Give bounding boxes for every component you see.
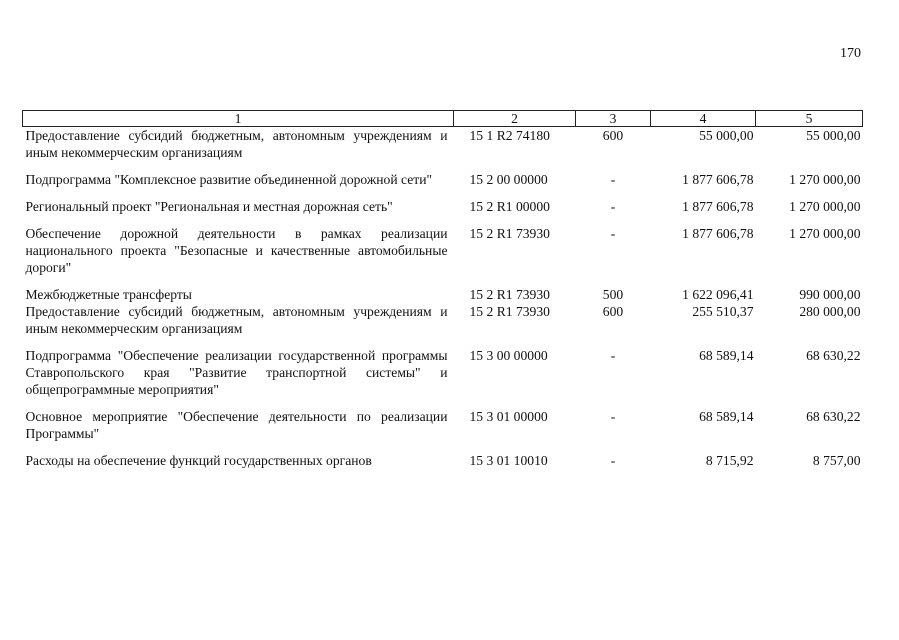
row-code: 15 2 R1 00000 [469,199,550,214]
row-type: - [610,199,616,214]
row-amount-1: 1 877 606,78 [682,226,754,241]
row-name: Региональный проект "Региональная и местная дорожная сеть" [25,199,393,214]
column-header-4: 4 [651,111,756,127]
row-code: 15 1 R2 74180 [469,128,550,143]
table-row [23,303,863,347]
row-type: 600 [602,128,624,143]
row-type: - [610,226,616,241]
row-code: 15 3 00 00000 [469,348,548,363]
table-row [23,408,863,452]
row-amount-2: 68 630,22 [806,409,861,424]
row-amount-2: 1 270 000,00 [789,199,861,214]
row-amount-1: 55 000,00 [699,128,754,143]
table-row [23,452,863,469]
row-amount-2: 1 270 000,00 [789,172,861,187]
row-amount-2: 55 000,00 [806,128,861,143]
table-row [23,286,863,303]
row-type: 500 [602,287,624,302]
row-amount-1: 1 877 606,78 [682,172,754,187]
row-amount-1: 8 715,92 [705,453,754,468]
page-number: 170 [840,46,861,61]
row-code: 15 2 R1 73930 [469,304,550,319]
row-name: Межбюджетные трансферты [25,287,192,302]
row-amount-2: 280 000,00 [799,304,861,319]
row-type: - [610,453,616,468]
row-code: 15 2 R1 73930 [469,287,550,302]
row-name: Расходы на обеспечение функций государственных органов [25,453,372,468]
table-row [23,127,863,172]
row-amount-1: 1 877 606,78 [682,199,754,214]
row-name: Подпрограмма "Обеспечение реализации государственной программы Ставропольского края "Развитие транспортной системы" и общепрограммные мероприятия" [25,348,448,397]
row-code: 15 2 00 00000 [469,172,548,187]
table-header-row [23,111,863,127]
budget-table [22,110,863,469]
row-amount-2: 990 000,00 [799,287,861,302]
table-row [23,225,863,286]
row-name: Подпрограмма "Комплексное развитие объединенной дорожной сети" [25,172,433,187]
row-amount-1: 255 510,37 [692,304,754,319]
table-row [23,171,863,198]
row-amount-1: 68 589,14 [699,348,754,363]
row-name: Предоставление субсидий бюджетным, автономным учреждениям и иным некоммерческим организациям [25,128,448,160]
row-name: Обеспечение дорожной деятельности в рамках реализации национального проекта "Безопасные и качественные автомобильные дороги" [25,226,448,275]
row-amount-2: 1 270 000,00 [789,226,861,241]
table-row [23,198,863,225]
table-row [23,347,863,408]
row-amount-1: 68 589,14 [699,409,754,424]
row-type: - [610,409,616,424]
row-type: - [610,348,616,363]
row-code: 15 2 R1 73930 [469,226,550,241]
row-amount-1: 1 622 096,41 [682,287,754,302]
row-amount-2: 8 757,00 [812,453,861,468]
row-type: - [610,172,616,187]
column-header-3: 3 [576,111,651,127]
row-type: 600 [602,304,624,319]
row-code: 15 3 01 10010 [469,453,548,468]
row-name: Основное мероприятие "Обеспечение деятельности по реализации Программы" [25,409,448,441]
column-header-2: 2 [454,111,576,127]
row-code: 15 3 01 00000 [469,409,548,424]
row-name: Предоставление субсидий бюджетным, автономным учреждениям и иным некоммерческим организациям [25,304,448,336]
column-header-5: 5 [756,111,863,127]
column-header-1: 1 [23,111,454,127]
row-amount-2: 68 630,22 [806,348,861,363]
